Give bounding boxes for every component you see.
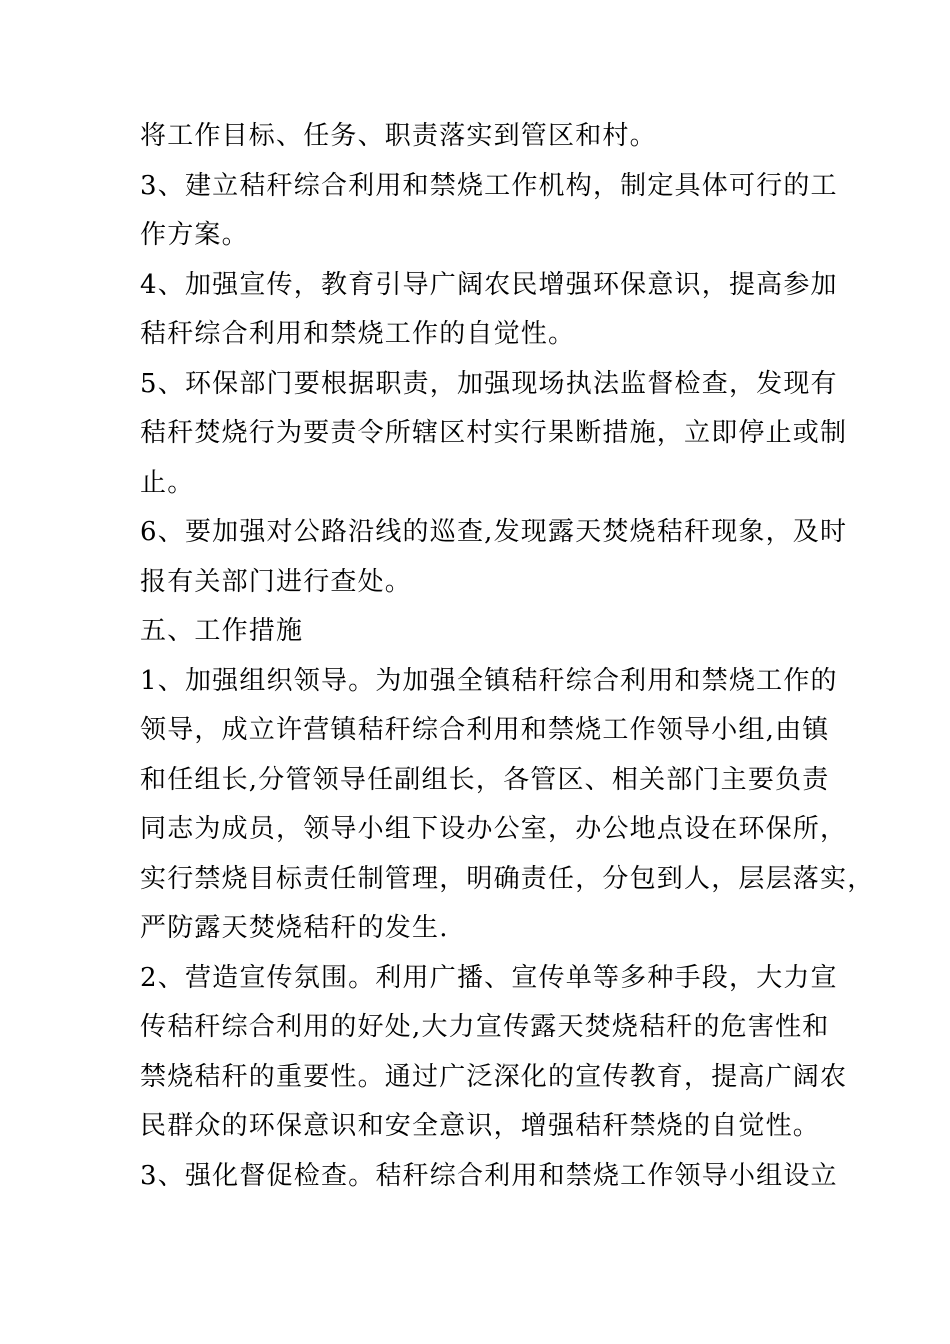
text-line: 秸秆综合利用和禁烧工作的自觉性。 [140, 319, 576, 349]
text-line: 同志为成员，领导小组下设办公室，办公地点设在环保所， [140, 814, 848, 844]
text-line: 4、加强宣传，教育引导广阔农民增强环保意识，提高参加 [140, 269, 838, 300]
text-line: 报有关部门进行查处。 [140, 566, 413, 597]
text-line: 秸秆焚烧行为要责令所辖区村实行果断措施，立即停止或制 [140, 418, 848, 448]
text-line: 领导，成立许营镇秸秆综合利用和禁烧工作领导小组,由镇 [140, 715, 830, 745]
text-line: 民群众的环保意识和安全意识，增强秸秆禁烧的自觉性。 [140, 1111, 821, 1141]
text-line: 将工作目标、任务、职责落实到管区和村。 [140, 121, 657, 151]
text-line: 实行禁烧目标责任制管理，明确责任，分包到人，层层落实， [140, 863, 875, 894]
text-line: 3、强化督促检查。秸秆综合利用和禁烧工作领导小组设立 [140, 1160, 838, 1191]
text-line: 禁烧秸秆的重要性。通过广泛深化的宣传教育，提高广阔农 [140, 1061, 848, 1092]
text-line: 止。 [140, 467, 195, 498]
text-line: 3、建立秸秆综合利用和禁烧工作机构，制定具体可行的工 [140, 170, 838, 201]
text-line: 2、营造宣传氛围。利用广播、宣传单等多种手段，大力宣 [140, 962, 838, 993]
text-line: 传秸秆综合利用的好处,大力宣传露天焚烧秸秆的危害性和 [140, 1012, 830, 1042]
text-line: 和任组长,分管领导任副组长，各管区、相关部门主要负责 [140, 764, 830, 795]
document-body [140, 112, 875, 1201]
section-heading: 五、工作措施 [140, 616, 304, 646]
text-line: 5、环保部门要根据职责，加强现场执法监督检查，发现有 [140, 368, 838, 399]
text-line: 严防露天焚烧秸秆的发生. [140, 913, 449, 943]
text-line: 6、要加强对公路沿线的巡查,发现露天焚烧秸秆现象，及时 [140, 517, 848, 547]
text-line: 作方案。 [140, 220, 249, 250]
text-line: 1、加强组织领导。为加强全镇秸秆综合利用和禁烧工作的 [140, 665, 838, 696]
